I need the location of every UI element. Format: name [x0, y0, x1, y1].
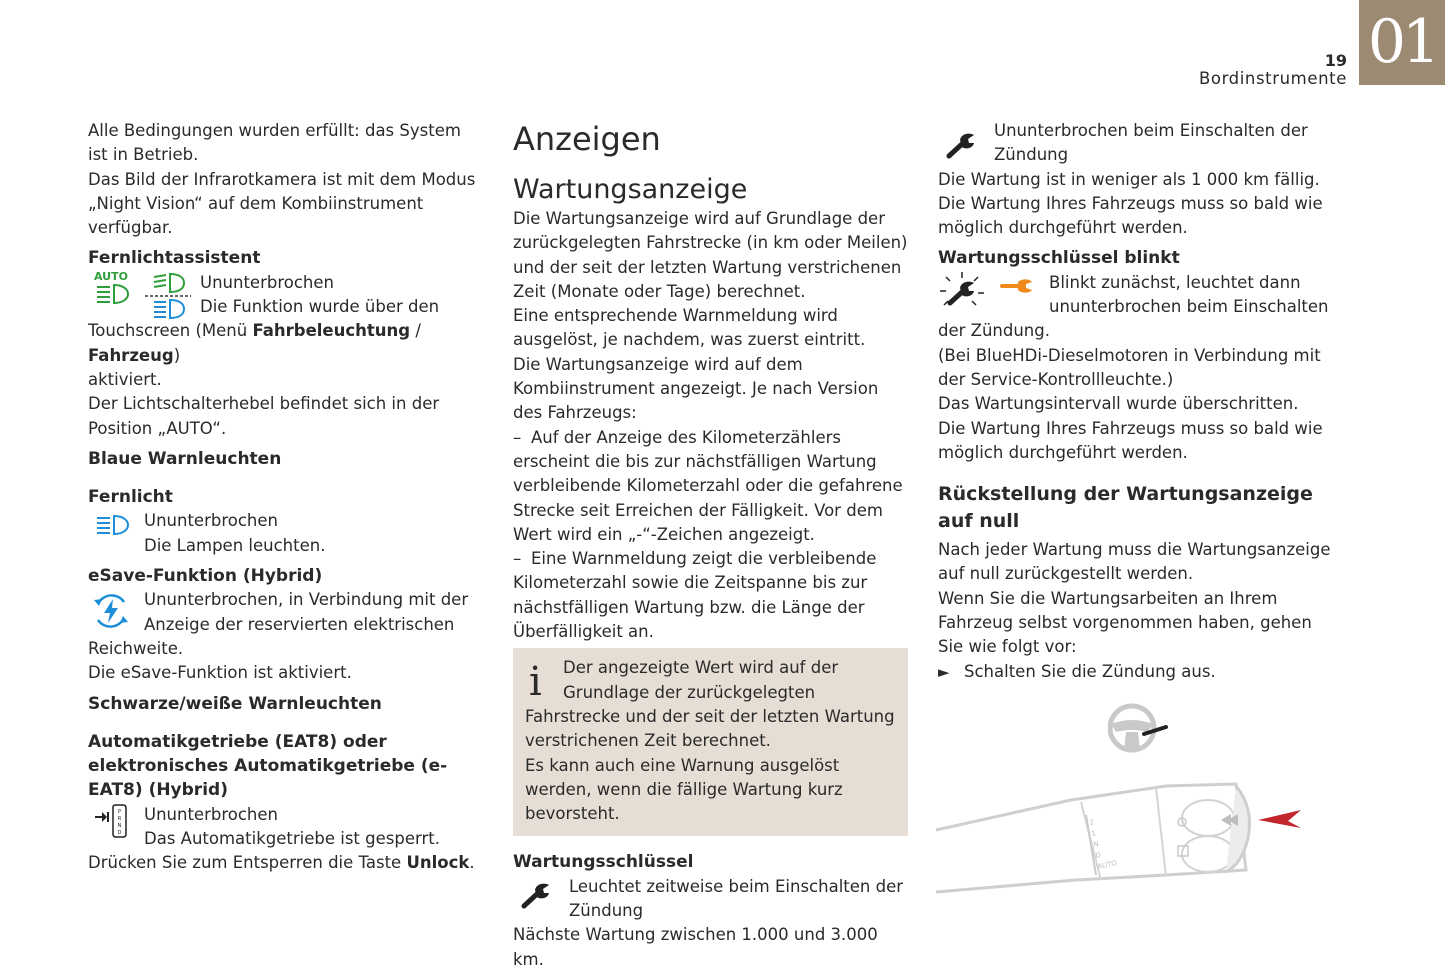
- menu-fahrzeug: Fahrzeug: [88, 345, 174, 365]
- key-row: [513, 875, 908, 924]
- wartung-bullet-2: [513, 547, 908, 644]
- reset-p1: Nach jeder Wartung muss die Wartungsanzeige auf null zurückgestellt werden.: [938, 540, 1331, 584]
- svg-text:P: P: [117, 808, 122, 815]
- chapter-tab: [1359, 0, 1445, 85]
- fla-line-3c: /: [410, 321, 421, 341]
- esave-icon: [90, 590, 132, 639]
- schwarze-warnleuchten-heading: Schwarze/weiße Warnleuchten: [88, 693, 382, 714]
- blink-line-1: Blinkt zunächst, leuchtet dann: [1049, 272, 1301, 292]
- chapter-number: 01: [1367, 7, 1437, 77]
- intro-text-2: Das Bild der Infrarotkamera ist mit dem Modus „Night Vision“ auf dem Kombiinstrument verfügbar.: [88, 169, 476, 238]
- blink-row: [938, 271, 1333, 320]
- info-icon: i: [529, 659, 542, 706]
- highlight-assist-icon: [144, 271, 192, 326]
- fla-line-3: [88, 319, 483, 368]
- blink-line-2: ununterbrochen beim Einschalten: [1049, 297, 1329, 317]
- svg-text:N: N: [1092, 840, 1100, 849]
- wrench-blink-icon: [938, 271, 986, 318]
- gearbox-line-2: Das Automatikgetriebe ist gesperrt.: [144, 829, 440, 849]
- svg-text:R: R: [117, 815, 122, 822]
- automatikgetriebe-heading: Automatikgetriebe (EAT8) oder elektronisches Automatikgetriebe (e-EAT8) (Hybrid): [88, 731, 448, 801]
- wrench-row: [938, 119, 1333, 168]
- wartungsanzeige-heading: Wartungsanzeige: [513, 174, 748, 205]
- w-line-3: Die Wartung ist in weniger als 1 000 km fällig.: [938, 169, 1320, 189]
- wartungsschluessel-heading: Wartungsschlüssel: [513, 852, 694, 873]
- fernlicht-line-1: Ununterbrochen: [144, 511, 278, 531]
- blink-line-4: (Bei BlueHDi-Dieselmotoren in Verbindung mit der Service-Kontrollleuchte.): [938, 345, 1321, 389]
- info-line-2: Grundlage der zurückgelegten: [563, 682, 816, 702]
- section-title: Bordinstrumente: [1198, 69, 1347, 88]
- key-line-2: Zündung: [569, 901, 644, 921]
- step-1-text: Schalten Sie die Zündung aus.: [964, 661, 1216, 681]
- blaue-warnleuchten-heading: Blaue Warnleuchten: [88, 448, 282, 469]
- column-middle: [513, 119, 908, 972]
- esave-line-1: Ununterbrochen, in Verbindung mit der: [144, 590, 469, 610]
- svg-text:N: N: [117, 822, 122, 829]
- fernlichtassistent-row: [88, 271, 483, 320]
- fla-line-2: Die Funktion wurde über den: [200, 297, 440, 317]
- gearbox-line-3: [88, 851, 483, 875]
- gearbox-lock-icon: [94, 803, 128, 846]
- steering-wheel-icon: [1108, 702, 1168, 761]
- wrench-orange-icon: [1000, 277, 1034, 301]
- fla-line-3a: Touchscreen (Menü: [88, 321, 253, 341]
- blink-line-6: Die Wartung Ihres Fahrzeugs muss so bald wie möglich durchgeführt werden.: [938, 418, 1323, 462]
- high-beam-icon: [96, 514, 130, 543]
- unlock-key-label: Unlock: [406, 853, 470, 873]
- svg-text:D: D: [1094, 851, 1102, 860]
- intro-text-1: Alle Bedingungen wurden erfüllt: das System ist in Betrieb.: [88, 121, 461, 165]
- key-line-1: Leuchtet zeitweise beim Einschalten der: [569, 876, 904, 896]
- bullet-2-text: Eine Warnmeldung zeigt die verbleibende Kilometerzahl sowie die Zeitspanne bis zur nächstfälligen Wartung bzw. die Länge der Überfälligkeit an.: [513, 549, 877, 642]
- page-number: 19: [1324, 51, 1347, 70]
- svg-text:1: 1: [1090, 829, 1097, 838]
- fernlicht-heading: Fernlicht: [88, 487, 173, 508]
- esave-heading: eSave-Funktion (Hybrid): [88, 566, 323, 587]
- fernlichtassistent-heading: Fernlichtassistent: [88, 248, 261, 269]
- wartung-p2: Eine entsprechende Warnmeldung wird ausgelöst, je nachdem, was zuerst eintritt.: [513, 306, 866, 350]
- fernlicht-line-2: Die Lampen leuchten.: [144, 535, 326, 555]
- wartung-p3: Die Wartungsanzeige wird auf dem Kombiinstrument angezeigt. Je nach Version des Fahrzeugs:: [513, 354, 879, 423]
- esave-line-3: Reichweite.: [88, 638, 184, 658]
- column-left: [88, 119, 483, 876]
- dash-marker: –: [513, 549, 522, 569]
- reset-heading: Rückstellung der Wartungsanzeige auf null: [938, 483, 1313, 533]
- w-line-1: Ununterbrochen beim Einschalten der: [994, 121, 1308, 140]
- fla-line-4: aktiviert.: [88, 369, 162, 389]
- auto-headlight-icon: [94, 271, 130, 312]
- w-line-4: Die Wartung Ihres Fahrzeugs muss so bald wie möglich durchgeführt werden.: [938, 193, 1323, 238]
- reset-p2: Wenn Sie die Wartungsarbeiten an Ihrem Fahrzeug selbst vorgenommen haben, gehen Sie wie folgt vor:: [938, 588, 1312, 657]
- svg-text:2: 2: [1088, 818, 1095, 827]
- info-p2: Es kann auch eine Warnung ausgelöst werden, wenn die fällige Wartung kurz bevorsteht.: [525, 755, 843, 824]
- info-box: [513, 648, 908, 836]
- svg-text:D: D: [117, 829, 122, 836]
- dash-marker: –: [513, 427, 522, 447]
- wartung-bullet-1: [513, 426, 908, 547]
- fla-line-1: Ununterbrochen: [200, 272, 334, 292]
- info-line-1: Der angezeigte Wert wird auf der: [563, 658, 839, 678]
- wartung-p1: Die Wartungsanzeige wird auf Grundlage der zurückgelegten Fahrstrecke (in km oder Meilen) und der seit der letzten Wartung verstrichenen Zeit (Monate oder Tage) berechnet.: [513, 209, 908, 301]
- light-stalk-illustration: [936, 780, 1306, 907]
- esave-line-4: Die eSave-Funktion ist aktiviert.: [88, 663, 352, 683]
- key-line-3: Nächste Wartung zwischen 1.000 und 3.000 km.: [513, 925, 878, 969]
- reset-step-1: [938, 660, 1333, 684]
- triangle-bullet-icon: ►: [938, 662, 950, 681]
- fla-line-3e: ): [173, 345, 181, 365]
- gearbox-line-3a: Drücken Sie zum Entsperren die Taste: [88, 853, 407, 873]
- wrench-icon: [946, 131, 978, 166]
- esave-line-2: Anzeige der reservierten elektrischen: [144, 614, 455, 634]
- w-line-2: Zündung: [994, 145, 1069, 165]
- menu-fahrbeleuchtung: Fahrbeleuchtung: [252, 321, 411, 341]
- gearbox-line-1: Ununterbrochen: [144, 804, 278, 824]
- fla-line-5: Der Lichtschalterhebel befindet sich in der Position „AUTO“.: [88, 394, 440, 438]
- blink-line-5: Das Wartungsintervall wurde überschritten.: [938, 394, 1299, 414]
- info-rest: Fahrstrecke und der seit der letzten Wartung verstrichenen Zeit berechnet.: [525, 706, 895, 751]
- column-right: [938, 119, 1333, 684]
- gearbox-row: [88, 803, 483, 852]
- wrench-icon: [521, 881, 553, 916]
- blink-line-3: der Zündung.: [938, 321, 1050, 341]
- auto-label: AUTO: [94, 269, 128, 283]
- svg-text:AUTO: AUTO: [1096, 859, 1118, 871]
- esave-row: [88, 588, 483, 637]
- page-heading: Anzeigen: [513, 120, 661, 158]
- bullet-1-text: Auf der Anzeige des Kilometerzählers erscheint die bis zur nächstfälligen Wartung verbleibende Kilometerzahl oder die gefahrene Strecke seit Erreichen der Fälligkeit. Vor dem Wert wird ein „-“-Zeichen angezeigt.: [513, 427, 903, 544]
- blink-heading: Wartungsschlüssel blinkt: [938, 248, 1180, 269]
- gearbox-line-3c: .: [469, 853, 475, 873]
- fernlicht-row: [88, 509, 483, 558]
